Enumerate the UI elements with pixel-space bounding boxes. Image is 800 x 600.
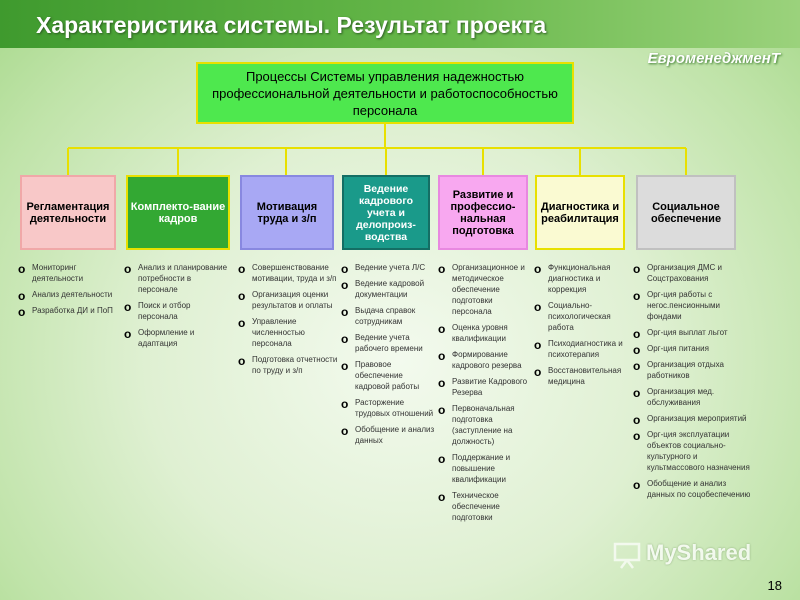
category-development: Развитие и профессио-нальная подготовка	[438, 175, 528, 250]
list-item: о Ведение учета Л/С	[341, 262, 426, 276]
list-item: о Оценка уровня квалификации	[438, 322, 508, 343]
bullet: о	[438, 349, 446, 363]
list-item: о Мониторинг деятельности	[18, 262, 84, 283]
bullet: о	[534, 300, 542, 314]
bullet: о	[124, 327, 132, 341]
list-item: о Обобщение и анализ данных	[341, 424, 435, 445]
list-item: о Анализ и планирование потребности в персонале	[124, 262, 228, 294]
column-items-regulation	[18, 262, 122, 321]
column-items-development	[438, 262, 532, 528]
bullet: о	[438, 403, 446, 417]
bullet: о	[534, 338, 542, 352]
list-item: о Поддержание и повышение квалификации	[438, 452, 511, 484]
list-item: о Ведение учета рабочего времени	[341, 332, 423, 353]
list-item: о Ведение кадровой документации	[341, 278, 425, 299]
bullet: о	[633, 386, 641, 400]
list-item: о Социально-психологическая работа	[534, 300, 611, 332]
bullet: о	[18, 262, 26, 276]
list-item: о Формирование кадрового резерва	[438, 349, 522, 370]
bullet: о	[341, 278, 349, 292]
bullet: о	[124, 300, 132, 314]
bullet: о	[341, 359, 349, 373]
bullet: о	[633, 289, 641, 303]
list-item: о Техническое обеспечение подготовки	[438, 490, 500, 522]
column-items-diagnostics	[534, 262, 632, 392]
bullet: о	[633, 343, 641, 357]
list-item: о Орг-ция работы с негос.пенсионными фондами	[633, 289, 720, 321]
list-item: о Организационное и методическое обеспечение подготовки персонала	[438, 262, 525, 316]
category-social: Социальное обеспечение	[636, 175, 736, 250]
list-item: о Функциональная диагностика и коррекция	[534, 262, 611, 294]
bullet: о	[633, 262, 641, 276]
slide-title: Характеристика системы. Результат проекта	[36, 12, 547, 38]
bullet: о	[633, 413, 641, 427]
list-item: о Организация ДМС и Соцстрахования	[633, 262, 723, 283]
page-number: 18	[767, 578, 782, 593]
list-item: о Подготовка отчетности по труду и з/п	[238, 354, 338, 375]
column-items-social	[633, 262, 753, 505]
list-item: о Управление численностью персонала	[238, 316, 305, 348]
list-item: о Орг-ция питания	[633, 343, 709, 357]
bullet: о	[238, 262, 246, 276]
list-item: о Орг-ция эксплуатации объектов социально-культурного и культмассового назначения	[633, 429, 750, 472]
bullet: о	[534, 365, 542, 379]
list-item: о Разработка ДИ и ПоП	[18, 305, 113, 319]
list-item: о Оформление и адаптация	[124, 327, 195, 348]
list-item: о Психодиагностика и психотерапия	[534, 338, 623, 359]
list-item: о Организация отдыха работников	[633, 359, 724, 380]
bullet: о	[238, 354, 246, 368]
list-item: о Организация мероприятий	[633, 413, 747, 427]
bullet: о	[341, 305, 349, 319]
list-item: о Орг-ция выплат льгот	[633, 327, 728, 341]
bullet: о	[124, 262, 132, 276]
category-staffing: Комплекто-вание кадров	[126, 175, 230, 250]
bullet: о	[438, 490, 446, 504]
bullet: о	[438, 322, 446, 336]
category-regulation: Регламентация деятельности	[20, 175, 116, 250]
list-item: о Обобщение и анализ данных по соцобеспечению	[633, 478, 751, 499]
column-items-staffing	[124, 262, 232, 354]
bullet: о	[341, 332, 349, 346]
bullet: о	[633, 327, 641, 341]
bullet: о	[238, 289, 246, 303]
list-item: о Организация мед. обслуживания	[633, 386, 715, 407]
bullet: о	[633, 359, 641, 373]
company-logo: ЕвроменеджменТ	[647, 50, 780, 67]
bullet: о	[438, 262, 446, 276]
list-item: о Первоначальная подготовка (заступление на должность)	[438, 403, 515, 446]
bullet: о	[341, 262, 349, 276]
column-items-hr-records	[341, 262, 435, 451]
category-hr-records: Ведение кадрового учета и делопроиз-водства	[342, 175, 430, 250]
list-item: о Совершенствование мотивации, труда и з/п	[238, 262, 337, 283]
main-process-box: Процессы Системы управления надежностью профессиональной деятельности и работоспособностью персонала	[196, 62, 574, 124]
bullet: о	[18, 289, 26, 303]
list-item: о Правовое обеспечение кадровой работы	[341, 359, 420, 391]
bullet: о	[341, 397, 349, 411]
list-item: о Развитие Кадрового Резерва	[438, 376, 528, 397]
list-item: о Выдача справок сотрудникам	[341, 305, 416, 326]
bullet: о	[438, 376, 446, 390]
column-items-motivation	[238, 262, 340, 381]
bullet: о	[438, 452, 446, 466]
list-item: о Расторжение трудовых отношений	[341, 397, 434, 418]
list-item: о Поиск и отбор персонала	[124, 300, 191, 321]
list-item: о Анализ деятельности	[18, 289, 113, 303]
bullet: о	[633, 478, 641, 492]
category-motivation: Мотивация труда и з/п	[240, 175, 334, 250]
bullet: о	[534, 262, 542, 276]
watermark: MyShared	[646, 540, 752, 565]
list-item: о Восстановительная медицина	[534, 365, 622, 386]
bullet: о	[18, 305, 26, 319]
bullet: о	[633, 429, 641, 443]
presentation-icon	[612, 540, 642, 570]
category-diagnostics: Диагностика и реабилитация	[535, 175, 625, 250]
bullet: о	[238, 316, 246, 330]
bullet: о	[341, 424, 349, 438]
list-item: о Организация оценки результатов и оплаты	[238, 289, 333, 310]
